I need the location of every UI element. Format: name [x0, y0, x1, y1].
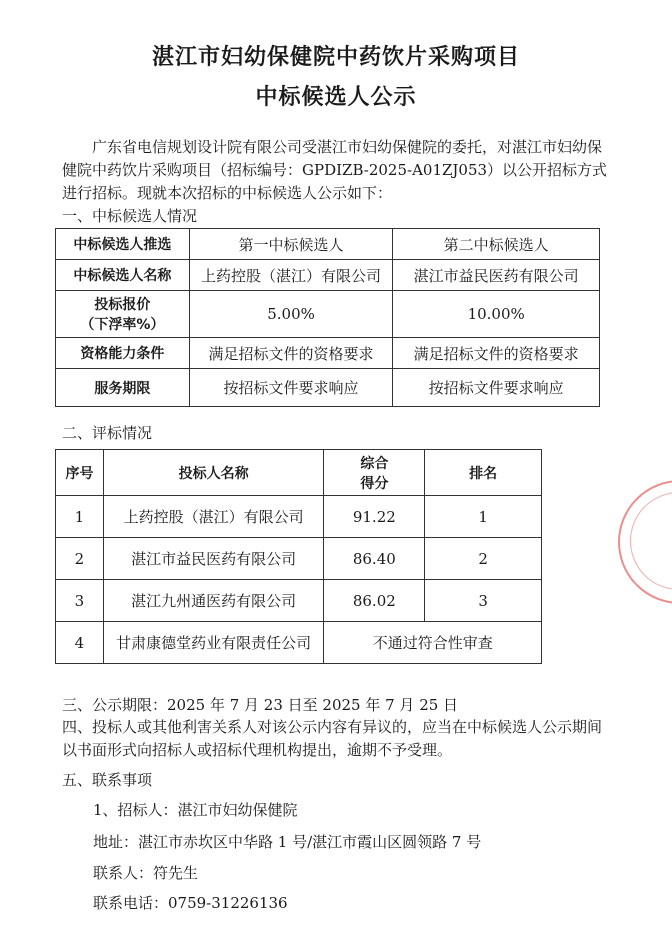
table-cell: 10.00% [393, 291, 600, 338]
table-cell: 第二中标候选人 [393, 229, 600, 260]
row-label: 资格能力条件 [56, 338, 190, 369]
table-row [56, 229, 600, 260]
table-cell: 按招标文件要求响应 [393, 369, 600, 407]
red-seal-stamp [618, 480, 672, 604]
table-cell: 湛江市益民医药有限公司 [393, 260, 600, 291]
table-cell: 4 [56, 622, 104, 664]
table-cell: 3 [56, 580, 104, 622]
table-row [56, 538, 542, 580]
row-label [56, 291, 190, 338]
table-cell: 86.40 [324, 538, 425, 580]
contact-tenderer: 1、招标人：湛江市妇幼保健院 [93, 801, 298, 819]
section-heading-evaluation: 二、评标情况 [62, 424, 153, 442]
row-label: 服务期限 [56, 369, 190, 407]
table-cell: 5.00% [189, 291, 393, 338]
column-header: 投标人名称 [103, 450, 324, 496]
table-cell: 2 [56, 538, 104, 580]
table-cell: 满足招标文件的资格要求 [393, 338, 600, 369]
table-cell: 3 [425, 580, 542, 622]
table-cell: 满足招标文件的资格要求 [189, 338, 393, 369]
objection-paragraph: 四、投标人或其他利害关系人对该公示内容有异议的，应当在中标候选人公示期间以书面形式向招标人或招标代理机构提出，逾期不予受理。 [62, 718, 603, 759]
candidates-table [55, 228, 600, 407]
table-cell: 甘肃康德堂药业有限责任公司 [103, 622, 324, 664]
column-header: 排名 [425, 450, 542, 496]
table-row [56, 338, 600, 369]
row-label: 中标候选人名称 [56, 260, 190, 291]
contact-address: 地址：湛江市赤坎区中华路 1 号/湛江市霞山区圆领路 7 号 [93, 833, 482, 851]
table-cell: 86.02 [324, 580, 425, 622]
section-heading-contact: 五、联系事项 [62, 771, 153, 789]
table-row [56, 622, 542, 664]
row-label-line: （下浮率%） [80, 317, 165, 333]
column-header-line: 综合 [360, 455, 389, 472]
contact-person: 联系人：符先生 [93, 864, 199, 882]
table-row [56, 580, 542, 622]
table-cell-merged: 不通过符合性审查 [324, 622, 542, 664]
row-label: 中标候选人推选 [56, 229, 190, 260]
column-header [324, 450, 425, 496]
evaluation-table [55, 449, 542, 664]
table-row [56, 496, 542, 538]
table-row [56, 369, 600, 407]
intro-paragraph: 广东省电信规划设计院有限公司受湛江市妇幼保健院的委托，对湛江市妇幼保健院中药饮片采购项目（招标编号：GPDIZB-2025-A01ZJ053）以公开招标方式进行招标。现就本次招标的中标候选人公示如下： [62, 138, 608, 202]
seal-inner-ring [630, 492, 672, 590]
row-label-line: 投标报价 [94, 297, 151, 313]
table-row [56, 260, 600, 291]
contact-phone: 联系电话：0759-31226136 [93, 894, 288, 912]
table-cell: 上药控股（湛江）有限公司 [103, 496, 324, 538]
table-cell: 按招标文件要求响应 [189, 369, 393, 407]
table-cell: 第一中标候选人 [189, 229, 393, 260]
table-cell: 2 [425, 538, 542, 580]
table-cell: 1 [425, 496, 542, 538]
section-heading-candidates: 一、中标候选人情况 [62, 207, 198, 225]
table-cell: 湛江市益民医药有限公司 [103, 538, 324, 580]
table-row [56, 291, 600, 338]
document-subtitle: 中标候选人公示 [255, 85, 417, 110]
column-header-line: 得分 [360, 475, 389, 492]
document-title: 湛江市妇幼保健院中药饮片采购项目 [151, 45, 520, 70]
table-header-row [56, 450, 542, 496]
column-header: 序号 [56, 450, 104, 496]
table-cell: 91.22 [324, 496, 425, 538]
table-cell: 1 [56, 496, 104, 538]
table-cell: 上药控股（湛江）有限公司 [189, 260, 393, 291]
publicity-period: 三、公示期限：2025 年 7 月 23 日至 2025 年 7 月 25 日 [62, 696, 459, 714]
table-cell: 湛江九州通医药有限公司 [103, 580, 324, 622]
